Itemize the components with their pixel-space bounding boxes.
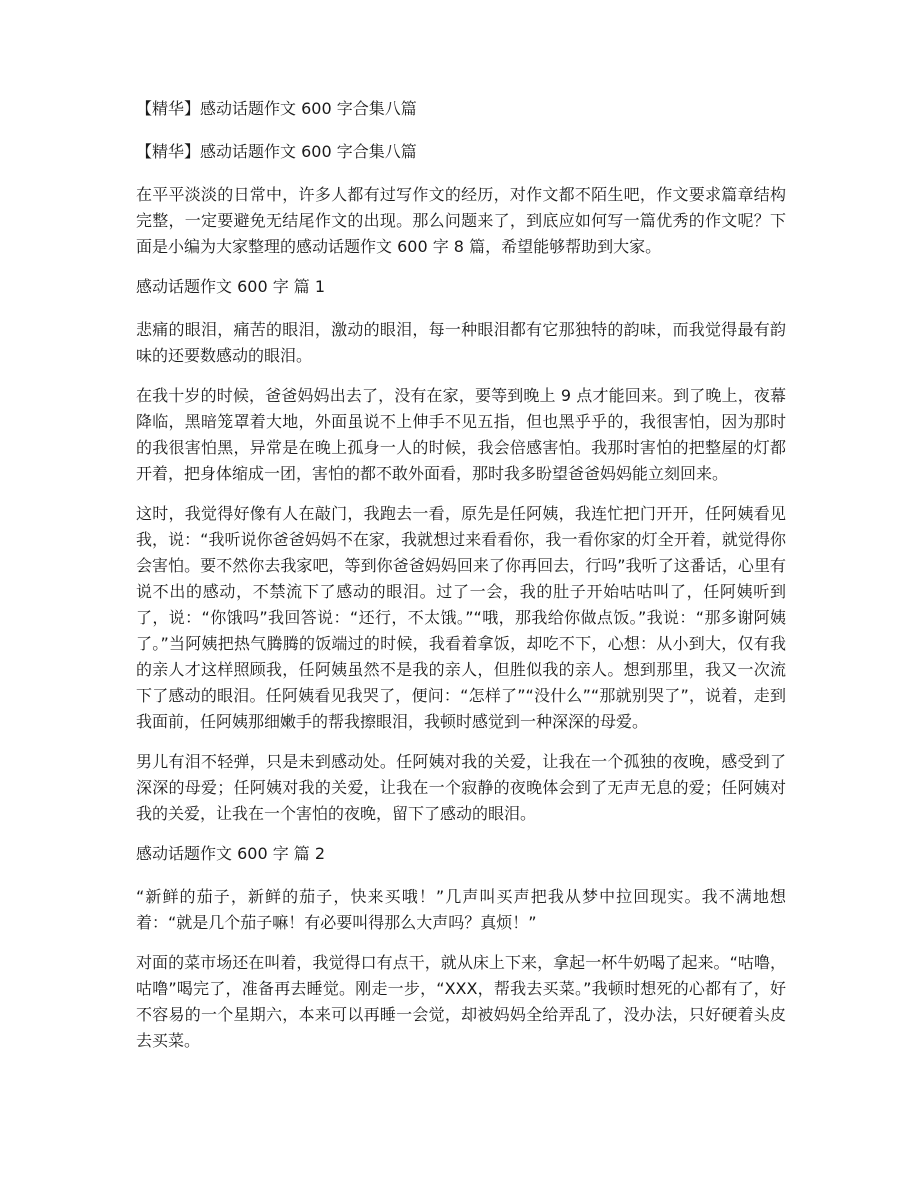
section-1-heading: 感动话题作文 600 字 篇 1 [136, 277, 326, 296]
section-1-paragraph: 这时，我觉得好像有人在敲门，我跑去一看，原先是任阿姨，我连忙把门开开，任阿姨看见我，说：“我听说你爸爸妈妈不在家，我就想过来看看你，我一看你家的灯全开着，就觉得你会害怕。要不然你去我家吧，等到你爸爸妈妈回来了你再回去，行吗”我听了这番话，心里有说不出的感动，不禁流下了感动的眼泪。过了一会，我的肚子开始咕咕叫了，任阿姨听到了，说：“你饿吗”我回答说：“还行，不太饿。”“哦，那我给你做点饭。”我说：“那多谢阿姨了。”当阿姨把热气腾腾的饭端过的时候，我看着拿饭，却吃不下，心想：从小到大，仅有我的亲人才这样照顾我，任阿姨虽然不是我的亲人，但胜似我的亲人。想到那里，我又一次流下了感动的眼泪。任阿姨看见我哭了，便问：“怎样了”“没什么”“那就别哭了”，说着，走到我面前，任阿姨那细嫩手的帮我擦眼泪，我顿时感觉到一种深深的母爱。 [136, 504, 786, 731]
section-1-paragraph: 男儿有泪不轻弹，只是未到感动处。任阿姨对我的关爱，让我在一个孤独的夜晚，感受到了深深的母爱；任阿姨对我的关爱，让我在一个寂静的夜晚体会到了无声无息的爱；任阿姨对我的关爱，让我在一个害怕的夜晚，留下了感动的眼泪。 [136, 752, 786, 823]
intro-paragraph: 在平平淡淡的日常中，许多人都有过写作文的经历，对作文都不陌生吧，作文要求篇章结构完整，一定要避免无结尾作文的出现。那么问题来了，到底应如何写一篇优秀的作文呢？下面是小编为大家整理的感动话题作文 600 字 8 篇，希望能够帮助到大家。 [136, 185, 786, 256]
section-1-paragraph: 悲痛的眼泪，痛苦的眼泪，激动的眼泪，每一种眼泪都有它那独特的韵味，而我觉得最有韵味的还要数感动的眼泪。 [136, 320, 786, 365]
section-2-paragraph: “新鲜的茄子，新鲜的茄子，快来买哦！”几声叫买声把我从梦中拉回现实。我不满地想着：“就是几个茄子嘛！有必要叫得那么大声吗？真烦！” [136, 887, 786, 932]
section-2-heading: 感动话题作文 600 字 篇 2 [136, 844, 326, 863]
section-2-paragraph: 对面的菜市场还在叫着，我觉得口有点干，就从床上下来，拿起一杯牛奶喝了起来。“咕噜，咕噜”喝完了，准备再去睡觉。刚走一步，“XXX，帮我去买菜。”我顿时想死的心都有了，好不容易的一个星期六，本来可以再睡一会觉，却被妈妈全给弄乱了，没办法，只好硬着头皮去买菜。 [136, 953, 786, 1050]
section-1-paragraph: 在我十岁的时候，爸爸妈妈出去了，没有在家，要等到晚上 9 点才能回来。到了晚上，夜幕降临，黑暗笼罩着大地，外面虽说不上伸手不见五指，但也黑乎乎的，我很害怕，因为那时的我很害怕黑，异常是在晚上孤身一人的时候，我会倍感害怕。我那时害怕的把整屋的灯都开着，把身体缩成一团，害怕的都不敢外面看，那时我多盼望爸爸妈妈能立刻回来。 [136, 386, 786, 483]
document-subtitle: 【精华】感动话题作文 600 字合集八篇 [136, 142, 417, 161]
document-page [136, 96, 786, 1068]
document-title: 【精华】感动话题作文 600 字合集八篇 [136, 99, 417, 118]
